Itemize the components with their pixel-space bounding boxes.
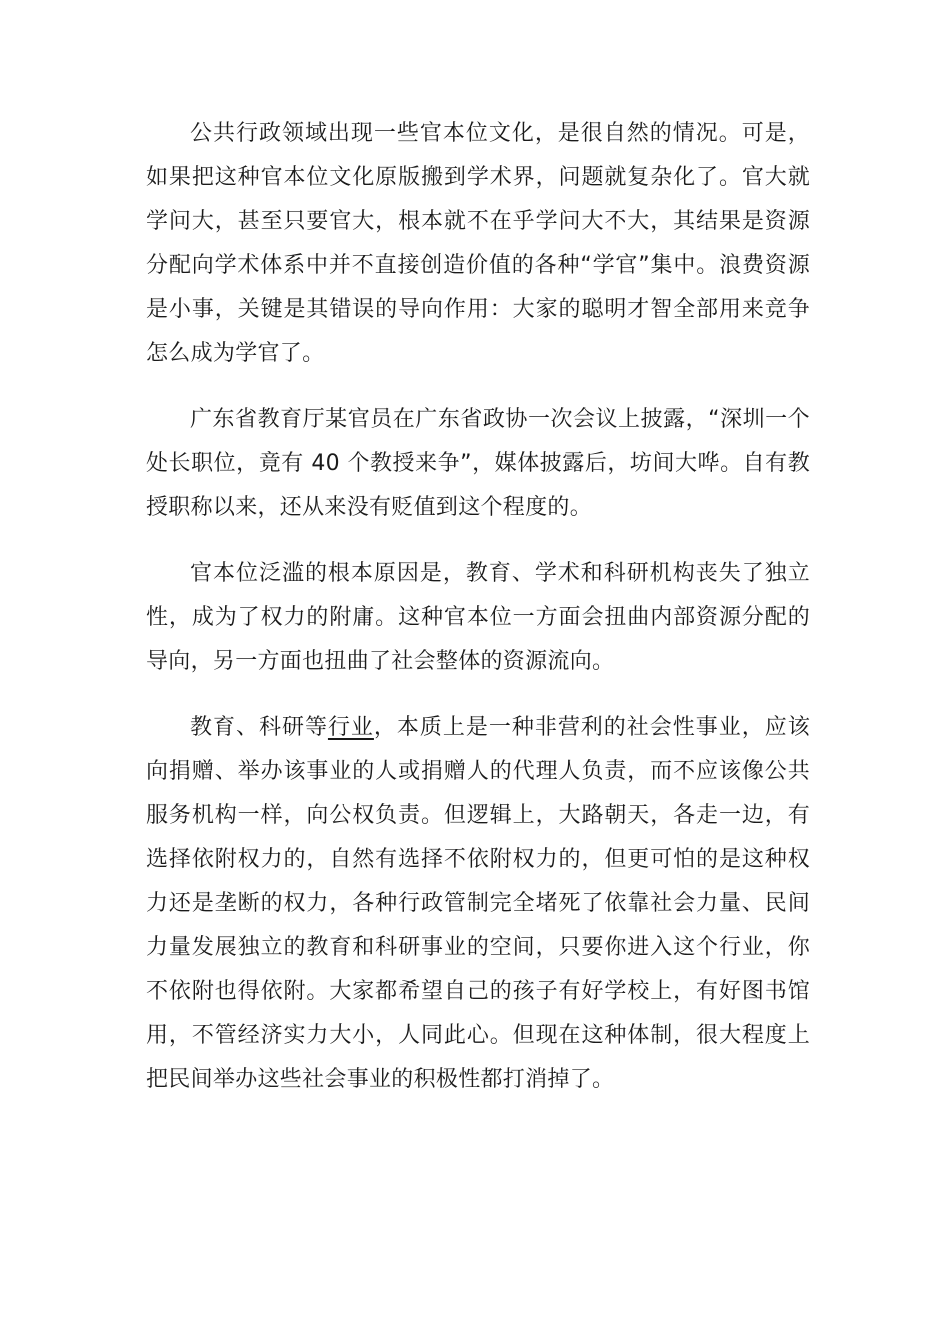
- paragraph-2: 广东省教育厅某官员在广东省政协一次会议上披露，“深圳一个处长职位，竟有 40 个教授来争”，媒体披露后，坊间大哗。自有教授职称以来，还从来没有贬值到这个程度的。: [146, 407, 810, 520]
- document-body: [146, 112, 810, 1124]
- paragraph-4: [146, 706, 810, 1102]
- hyperlink-industry[interactable]: 行业: [327, 715, 374, 740]
- paragraph-4-rest: ，本质上是一种非营利的社会性事业，应该向捐赠、举办该事业的人或捐赠人的代理人负责，而不应该像公共服务机构一样，向公权负责。但逻辑上，大路朝天，各走一边，有选择依附权力的，自然有选择不依附权力的，但更可怕的是这种权力还是垄断的权力，各种行政管制完全堵死了依靠社会力量、民间力量发展独立的教育和科研事业的空间，只要你进入这个行业，你不依附也得依附。大家都希望自己的孩子有好学校上，有好图书馆用，不管经济实力大小，人同此心。但现在这种体制，很大程度上把民间举办这些社会事业的积极性都打消掉了。: [146, 715, 810, 1092]
- paragraph-3: 官本位泛滥的根本原因是，教育、学术和科研机构丧失了独立性，成为了权力的附庸。这种官本位一方面会扭曲内部资源分配的导向，另一方面也扭曲了社会整体的资源流向。: [146, 561, 810, 674]
- paragraph-1: 公共行政领域出现一些官本位文化，是很自然的情况。可是，如果把这种官本位文化原版搬到学术界，问题就复杂化了。官大就学问大，甚至只要官大，根本就不在乎学问大不大，其结果是资源分配向学术体系中并不直接创造价值的各种“学官”集中。浪费资源是小事，关键是其错误的导向作用：大家的聪明才智全部用来竞争怎么成为学官了。: [146, 121, 810, 366]
- paragraph-4-lead: 教育、科研等: [190, 715, 328, 740]
